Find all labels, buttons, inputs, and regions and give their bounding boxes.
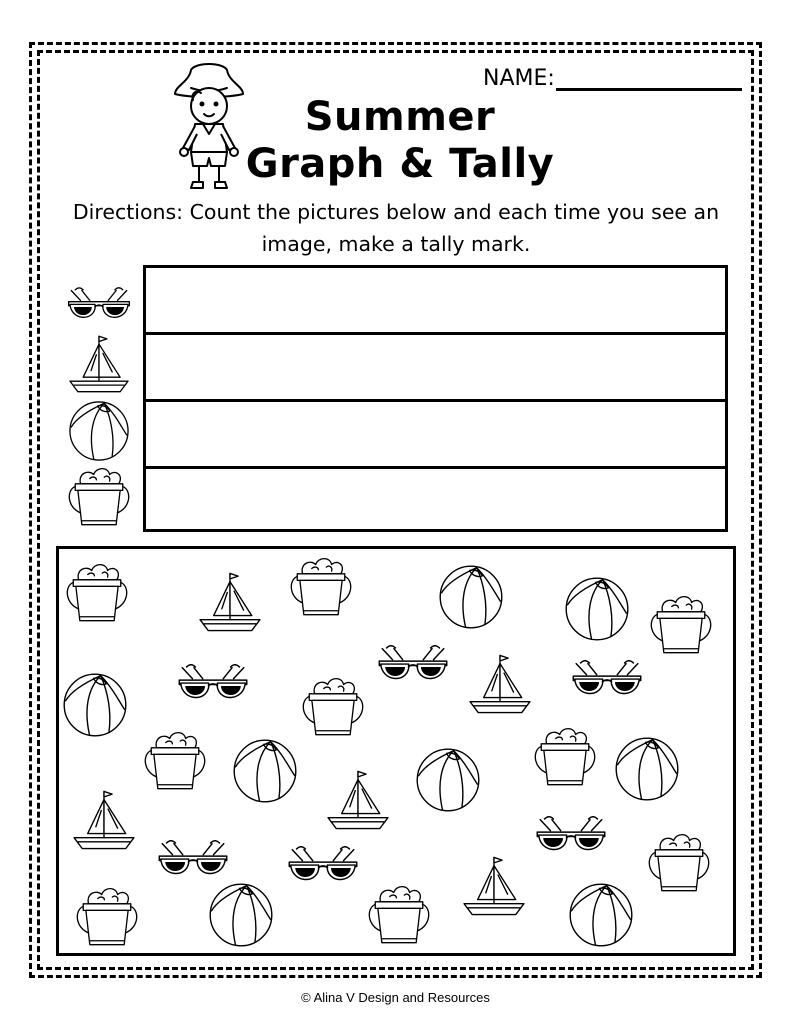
sand-bucket-picture	[532, 722, 598, 792]
tally-table	[143, 265, 728, 532]
sunglasses-picture	[176, 664, 250, 708]
page-title-line1: Summer	[304, 94, 496, 140]
beach-ball-picture	[413, 745, 483, 815]
tally-row-sunglasses[interactable]	[146, 268, 725, 332]
sailboat-picture	[70, 786, 138, 854]
beach-ball-icon	[66, 398, 132, 464]
sunglasses-picture	[286, 846, 360, 890]
sailboat-picture	[460, 852, 528, 920]
sand-bucket-picture	[646, 828, 712, 898]
sailboat-picture	[196, 568, 264, 636]
sand-bucket-picture	[288, 552, 354, 622]
sunglasses-picture	[534, 816, 608, 860]
sunglasses-picture	[570, 660, 644, 704]
sand-bucket-icon	[66, 464, 132, 530]
beach-ball-picture	[60, 670, 130, 740]
tally-row-sailboat[interactable]	[146, 335, 725, 399]
directions-text: Directions: Count the pictures below and each time you see an image, make a tally mark.	[72, 200, 720, 256]
sailboat-picture	[466, 650, 534, 718]
beach-ball-picture	[436, 562, 506, 632]
sailboat-picture	[324, 766, 392, 834]
beach-ball-picture	[562, 574, 632, 644]
name-field-line[interactable]	[556, 88, 742, 91]
sunglasses-picture	[156, 840, 230, 884]
sand-bucket-picture	[648, 590, 714, 660]
sand-bucket-picture	[366, 880, 432, 950]
beach-ball-picture	[206, 880, 276, 950]
copyright-footer: © Alina V Design and Resources	[301, 990, 490, 1005]
tally-row-beach-ball[interactable]	[146, 402, 725, 466]
beach-ball-picture	[612, 734, 682, 804]
sunglasses-icon	[66, 272, 132, 338]
name-label: NAME:	[483, 66, 555, 91]
sand-bucket-picture	[74, 882, 140, 952]
sand-bucket-picture	[64, 558, 130, 628]
sunglasses-picture	[376, 645, 450, 689]
tally-row-sand-bucket[interactable]	[146, 469, 725, 529]
beach-ball-picture	[230, 736, 300, 806]
sailboat-icon	[66, 331, 132, 397]
sand-bucket-picture	[142, 726, 208, 796]
page-title-line2: Graph & Tally	[245, 141, 555, 187]
beach-ball-picture	[566, 880, 636, 950]
sand-bucket-picture	[300, 672, 366, 742]
